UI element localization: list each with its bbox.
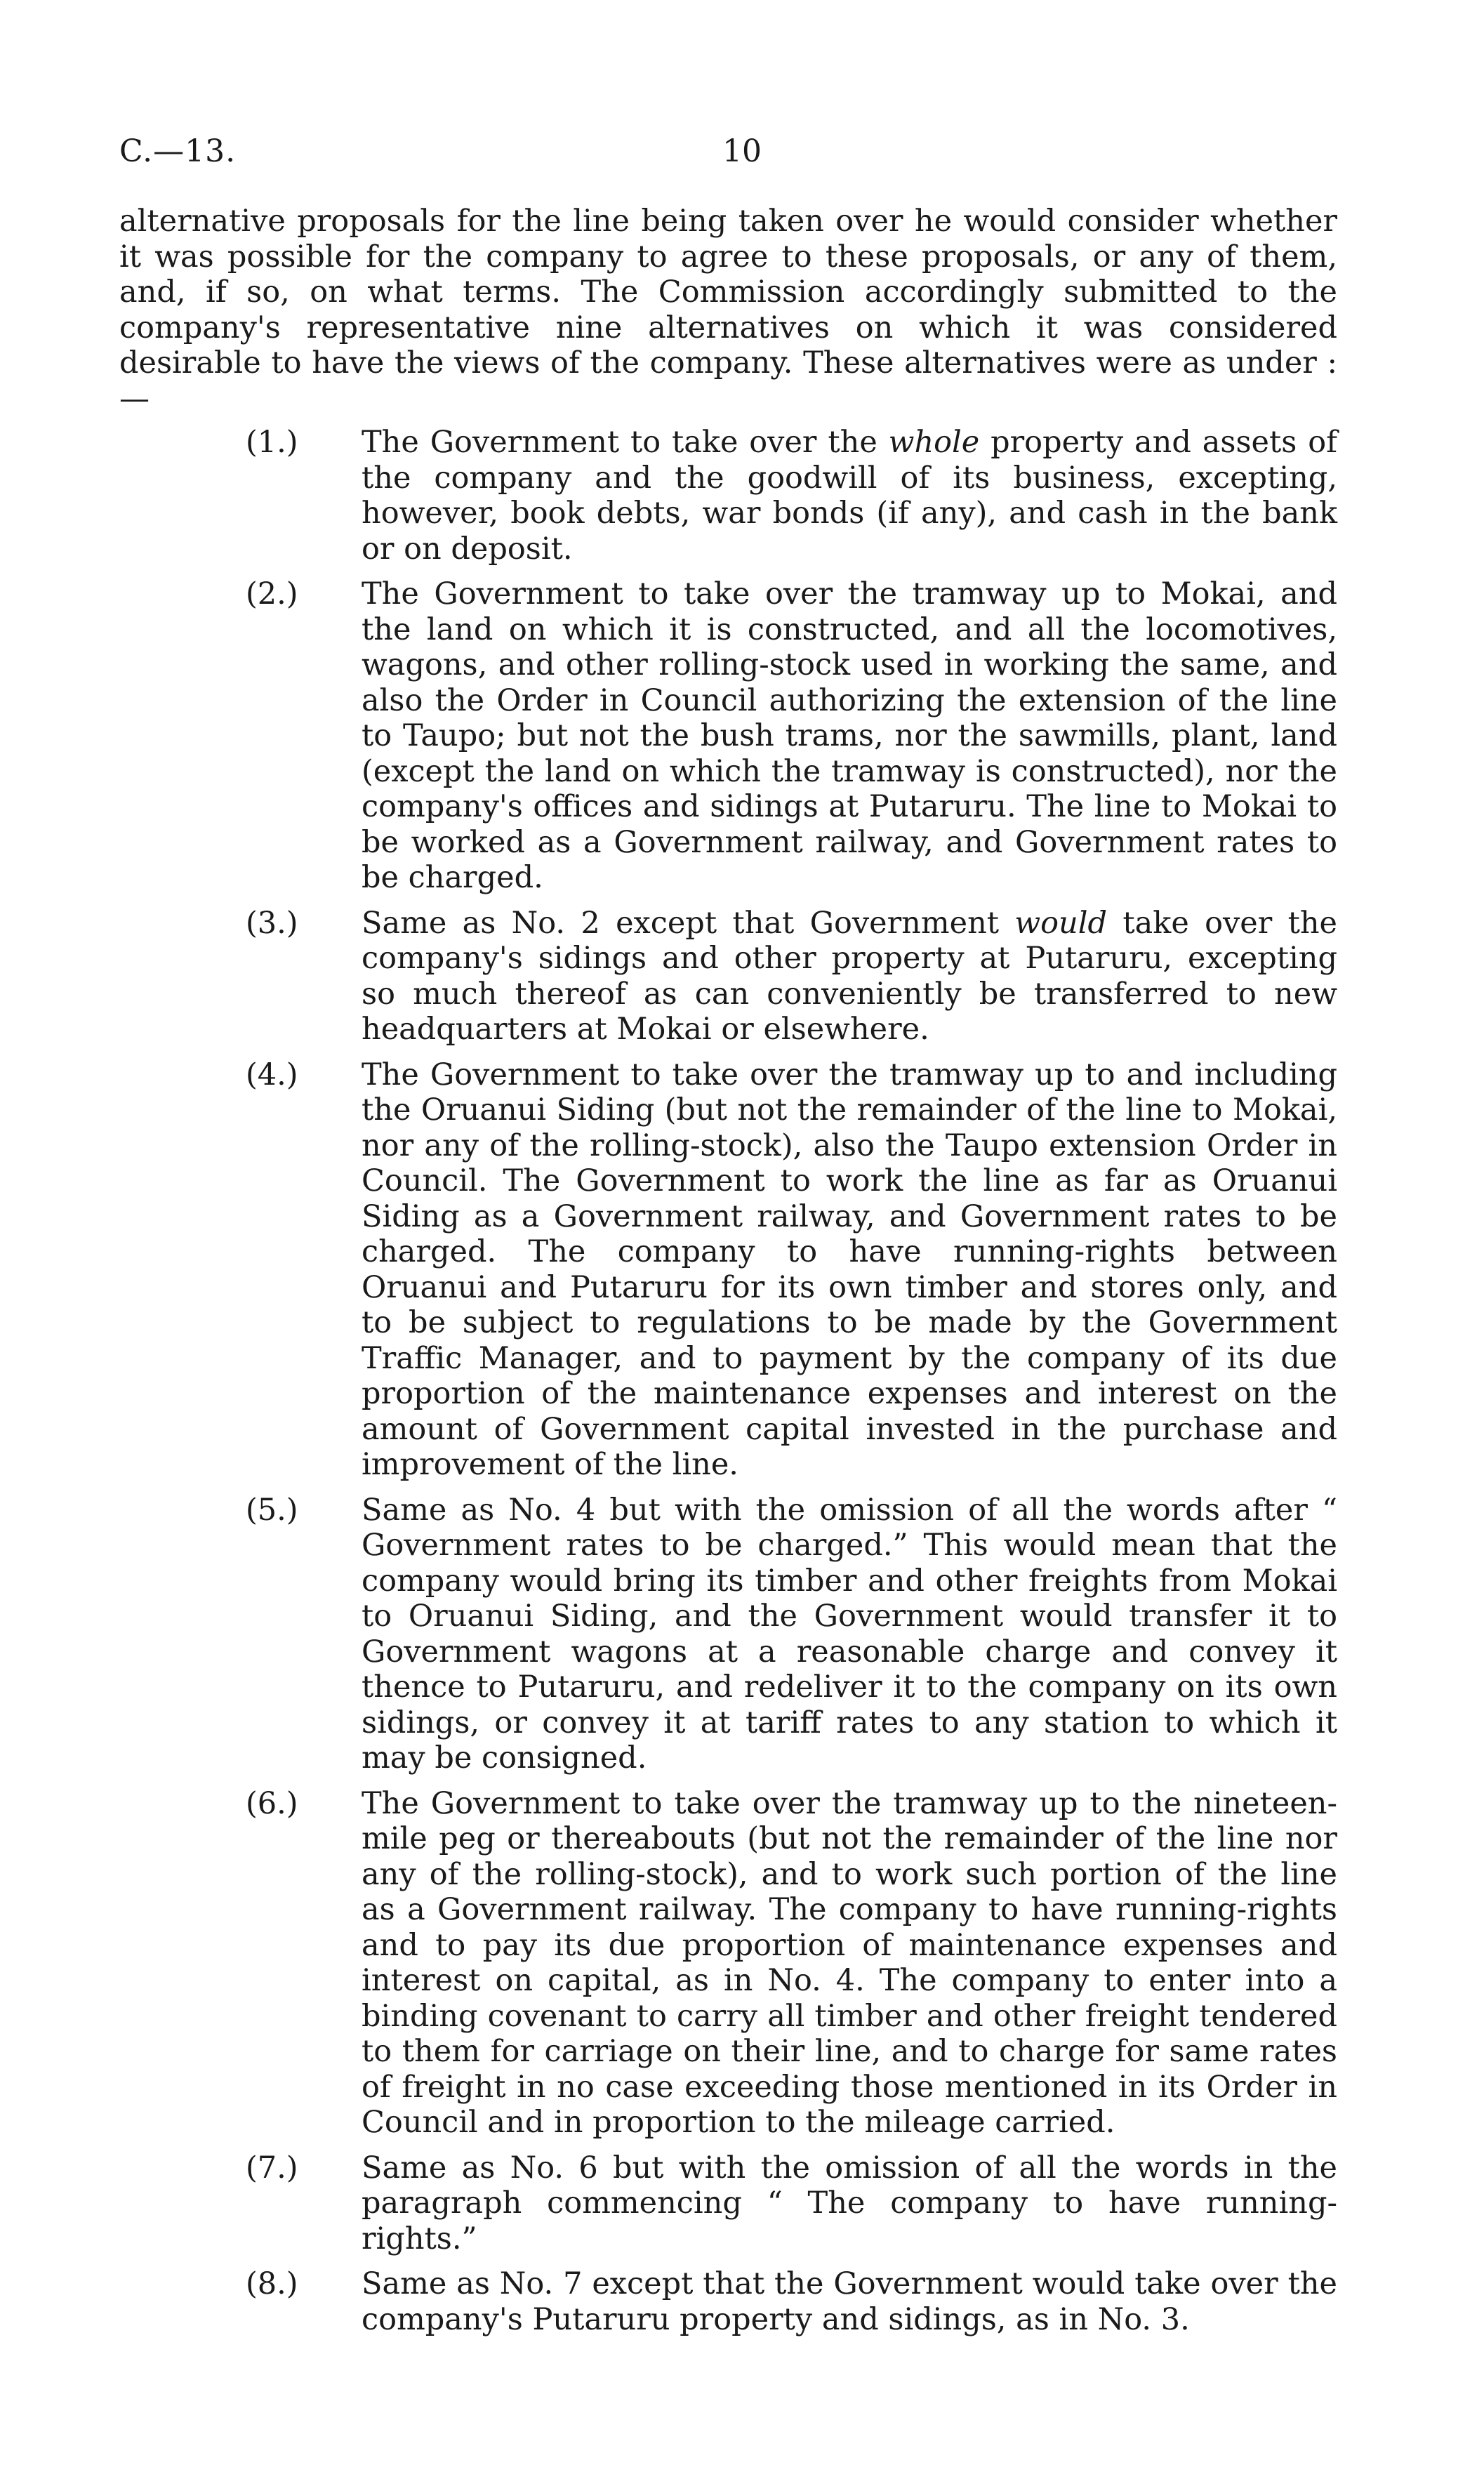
list-item <box>119 1057 1337 1483</box>
alternative-number: (5.) <box>246 1492 298 1528</box>
list-item <box>119 906 1337 1047</box>
alternative-text: The Government to take over the tramway up to the nineteen-mile peg or thereabouts (but not the remainder of the line nor any of the rolling-stock), and to work such portion of the line as a Government railway. The company to have running-rights and to pay its due proportion of maintenance expenses and interest on capital, as in No. 4. The company to enter into a binding covenant to carry all timber and other freight tendered to them for carriage on their line, and to charge for same rates of freight in no case exceeding those mentioned in its Order in Council and in proportion to the mileage carried. <box>362 1785 1337 2140</box>
alternative-number: (8.) <box>246 2266 298 2301</box>
alternative-number: (2.) <box>246 576 298 612</box>
alternative-text: Same as No. 7 except that the Government would take over the company's Putaruru property and sidings, as in No. 3. <box>362 2266 1337 2337</box>
alternative-text: The Government to take over the tramway up to Mokai, and the land on which it is constructed, and all the locomotives, wagons, and other rolling-stock used in working the same, and also the Order in Council authorizing the extension of the line to Taupo; but not the bush trams, nor the sawmills, plant, land (except the land on which the tramway is constructed), nor the company's offices and sidings at Putaruru. The line to Mokai to be worked as a Government railway, and Government rates to be charged. <box>362 576 1337 895</box>
alternative-text: Same as No. 2 except that Government would take over the company's sidings and other property at Putaruru, excepting so much thereof as can conveniently be transferred to new headquarters at Mokai or elsewhere. <box>362 905 1338 1047</box>
document-reference: C.—13. <box>119 133 237 169</box>
alternative-text: The Government to take over the tramway up to and including the Oruanui Siding (but not the remainder of the line to Mokai, nor any of the rolling-stock), also the Taupo extension Order in Council. The Government to work the line as far as Oruanui Siding as a Government railway, and Government rates to be charged. The company to have running-rights between Oruanui and Putaruru for its own timber and stores only, and to be subject to regulations to be made by the Government Traffic Manager, and to payment by the company of its due proportion of the maintenance expenses and interest on the amount of Government capital invested in the purchase and improvement of the line. <box>362 1057 1337 1482</box>
list-item <box>119 2150 1337 2257</box>
list-item <box>119 2266 1337 2337</box>
alternative-number: (7.) <box>246 2150 298 2186</box>
alternative-text: Same as No. 6 but with the omission of all the words in the paragraph commencing “ The company to have running-rights.” <box>362 2150 1337 2256</box>
list-item <box>119 576 1337 896</box>
list-item <box>119 425 1337 567</box>
page-number: 10 <box>722 133 762 169</box>
page-header <box>119 133 1365 176</box>
alternative-number: (4.) <box>246 1057 298 1092</box>
emphasis: whole <box>888 425 980 460</box>
alternatives-list <box>119 425 1337 2337</box>
body-text <box>119 204 1337 2347</box>
list-item <box>119 1493 1337 1776</box>
list-item <box>119 1786 1337 2141</box>
intro-paragraph: alternative proposals for the line being taken over he would consider whether it was possible for the company to agree to these proposals, or any of them, and, if so, on what terms. The Commission accordingly submitted to the company's representative nine alternatives on which it was considered desirable to have the views of the company. These alternatives were as under :— <box>119 204 1337 416</box>
alternative-text: Same as No. 4 but with the omission of all the words after “ Government rates to be charged.” This would mean that the company would bring its timber and other freights from Mokai to Oruanui Siding, and the Government would transfer it to Government wagons at a reasonable charge and convey it thence to Putaruru, and redeliver it to the company on its own sidings, or convey it at tariff rates to any station to which it may be consigned. <box>362 1492 1337 1776</box>
emphasis: would <box>1014 905 1108 941</box>
alternative-number: (3.) <box>246 905 298 941</box>
alternative-text: The Government to take over the whole property and assets of the company and the goodwill of its business, excepting, however, book debts, war bonds (if any), and cash in the bank or on deposit. <box>362 425 1337 567</box>
alternative-number: (6.) <box>246 1785 298 1821</box>
alternative-number: (1.) <box>246 425 298 460</box>
